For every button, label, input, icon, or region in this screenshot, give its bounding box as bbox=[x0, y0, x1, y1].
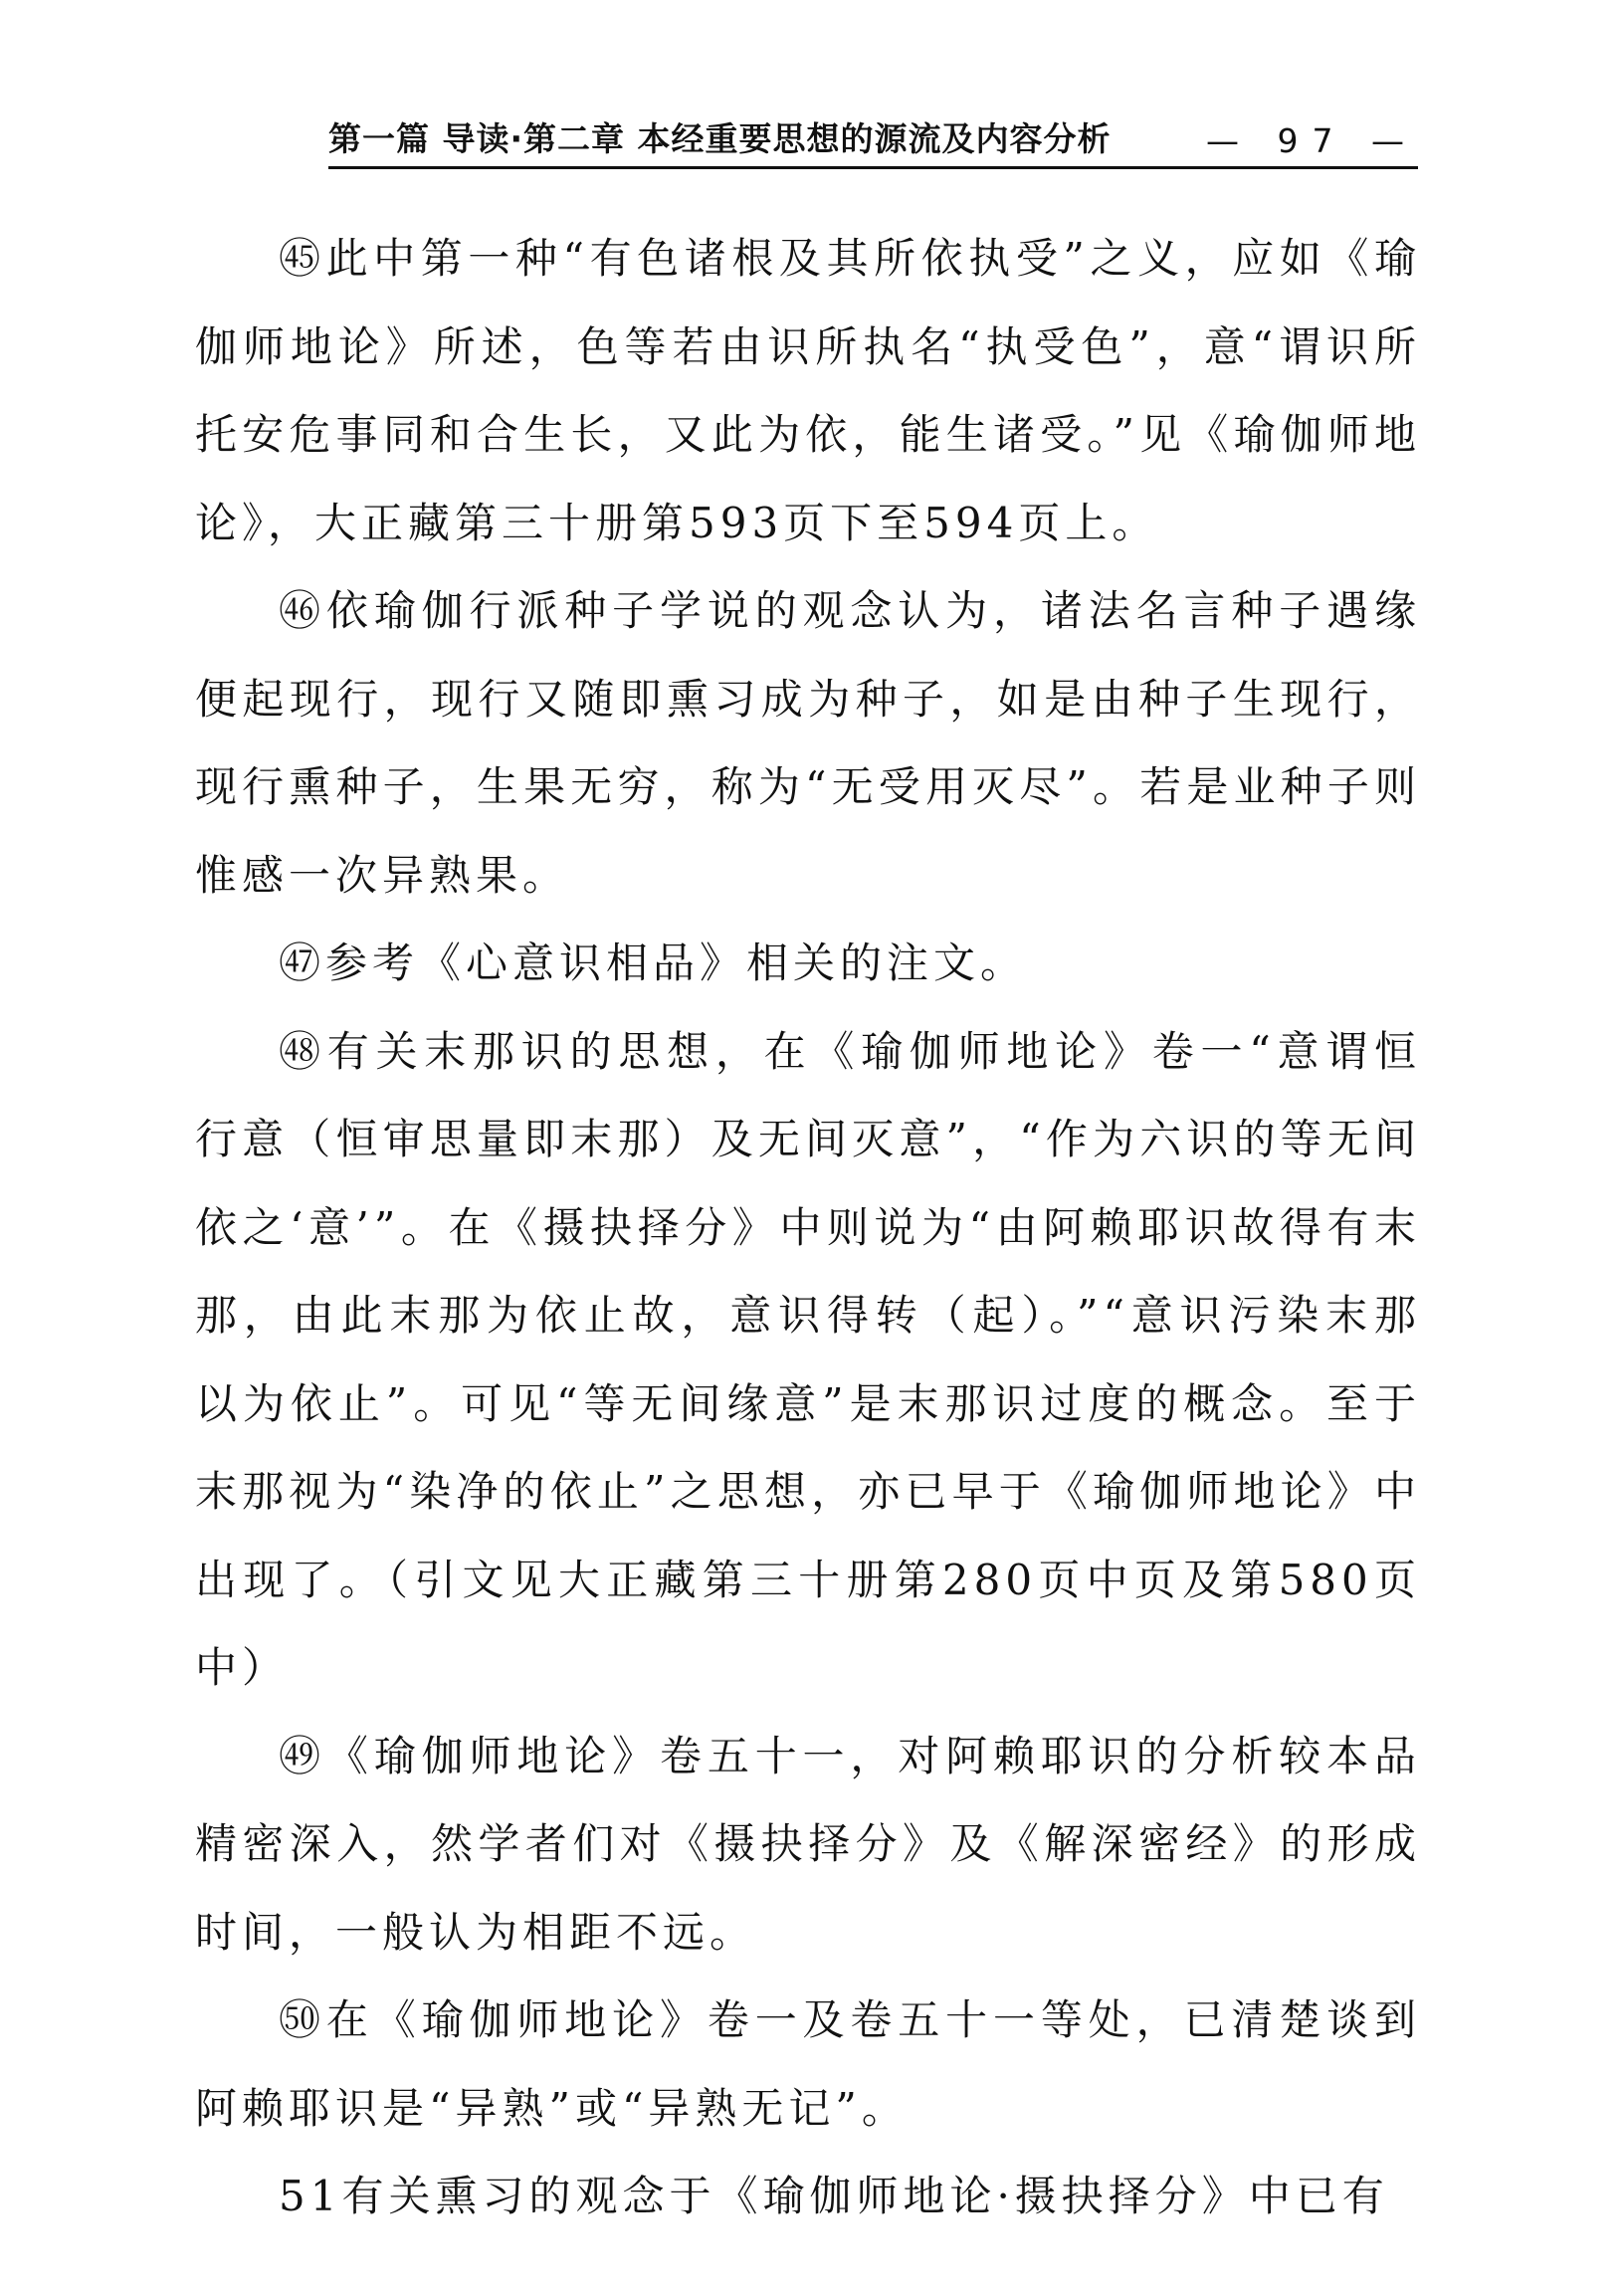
page-number: — 97 — bbox=[1206, 121, 1418, 160]
endnotes-body bbox=[195, 215, 1421, 2241]
endnote-46: ㊻依瑜伽行派种子学说的观念认为，诸法名言种子遇缘便起现行，现行又随即熏习成为种子，如是由种子生现行，现行熏种子，生果无穷，称为“无受用灭尽”。若是业种子则惟感一次异熟果。 bbox=[195, 586, 1421, 900]
chapter-title: 第一篇 导读·第二章 本经重要思想的源流及内容分析 bbox=[328, 119, 1112, 158]
endnote-50: ㊿在《瑜伽师地论》卷一及卷五十一等处，已清楚谈到阿赖耶识是“异熟”或“异熟无记”。 bbox=[195, 1995, 1421, 2133]
running-header bbox=[328, 111, 1418, 169]
endnote-49: ㊾《瑜伽师地论》卷五十一，对阿赖耶识的分析较本品精密深入，然学者们对《摄抉择分》及《解深密经》的形成时间，一般认为相距不远。 bbox=[195, 1731, 1421, 1957]
endnote-47: ㊼参考《心意识相品》相关的注文。 bbox=[279, 938, 1028, 987]
endnote-48: ㊽有关末那识的思想，在《瑜伽师地论》卷一“意谓恒行意（恒审思量即末那）及无间灭意”，“作为六识的等无间依之‘意’”。在《摄抉择分》中则说为“由阿赖耶识故得有末那，由此末那为依止故，意识得转（起）。”“意识污染末那以为依止”。可见“等无间缘意”是末那识过度的概念。至于末那视为“染净的依止”之思想，亦已早于《瑜伽师地论》中出现了。（引文见大正藏第三十册第280页中页及第580页中） bbox=[195, 1026, 1421, 1692]
endnote-51: 51有关熏习的观念于《瑜伽师地论·摄抉择分》中已有 bbox=[279, 2172, 1389, 2220]
endnote-45: ㊺此中第一种“有色诸根及其所依执受”之义，应如《瑜伽师地论》所述，色等若由识所执名“执受色”，意“谓识所托安危事同和合生长，又此为依，能生诸受。”见《瑜伽师地论》，大正藏第三十册第593页下至594页上。 bbox=[195, 234, 1421, 547]
